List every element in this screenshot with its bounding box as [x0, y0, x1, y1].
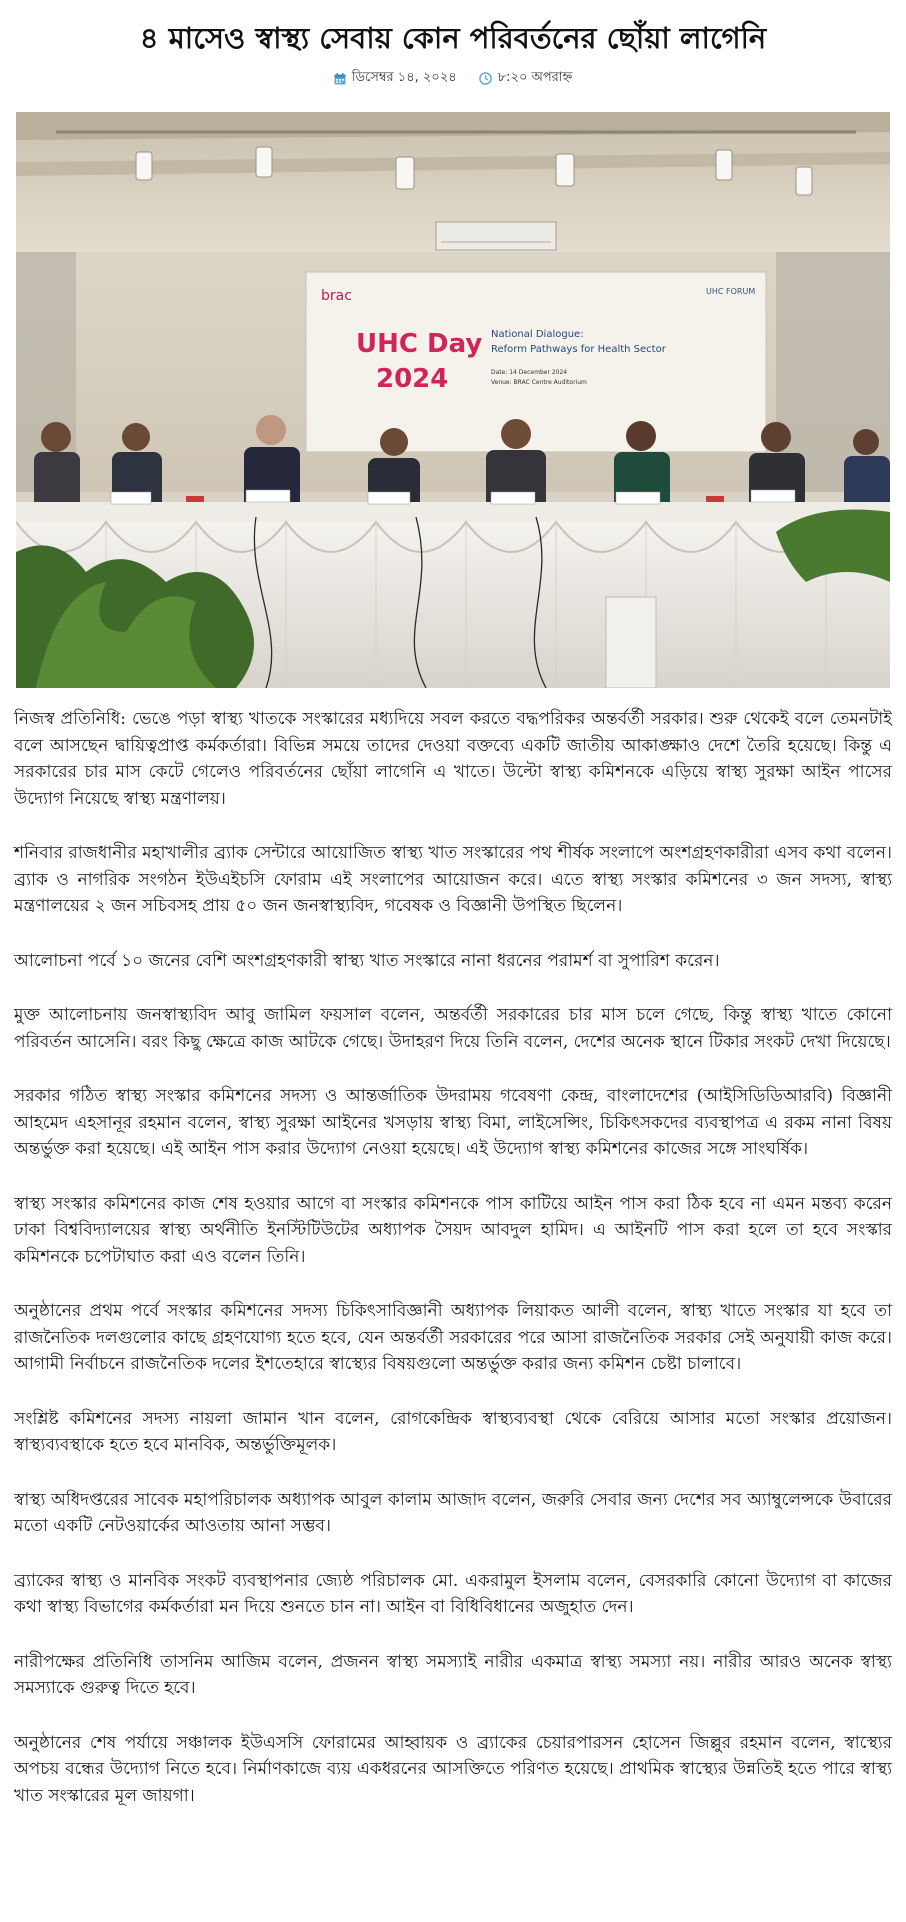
- paragraph-2: শনিবার রাজধানীর মহাখালীর ব্র্যাক সেন্টারে আয়োজিত স্বাস্থ্য খাত সংস্কারের পথ শীর্ষক সংলাপে অংশগ্রহণকারীরা এসব কথা বলেন। ব্র্যাক ও নাগরিক সংগঠন ইউএইচসি ফোরাম এই সংলাপের আয়োজন করে। এতে স্বাস্থ্য সংস্কার কমিশনের ৩ জন সদস্য, স্বাস্থ্য মন্ত্রণালয়ের ২ জন সচিবসহ প্রায় ৫০ জন জনস্বাস্থ্যবিদ, গবেষক ও বিজ্ঞানী উপস্থিত ছিলেন।: [14, 843, 892, 916]
- paragraph-6: স্বাস্থ্য সংস্কার কমিশনের কাজ শেষ হওয়ার আগে বা সংস্কার কমিশনকে পাস কাটিয়ে আইন পাস করা ঠিক হবে না এমন মন্তব্য করেন ঢাকা বিশ্ববিদ্যালয়ের স্বাস্থ্য অর্থনীতি ইনস্টিটিউটের অধ্যাপক সৈয়দ আবদুল হামিদ। এ আইনটি পাস করা হলে তা হবে সংস্কার কমিশনকে চপেটাঘাত করা এও বলেন তিনি।: [14, 1193, 892, 1267]
- banner-sub-2: Reform Pathways for Health Sector: [491, 344, 666, 355]
- paragraph-4: মুক্ত আলোচনায় জনস্বাস্থ্যবিদ আবু জামিল ফয়সাল বলেন, অন্তর্বর্তী সরকারের চার মাস চলে গেছে, কিন্তু স্বাস্থ্য খাতে কোনো পরিবর্তন আসেনি। বরং কিছু ক্ষেত্রে কাজ আটকে গেছে। উদাহরণ দিয়ে তিনি বলেন, দেশের অনেক স্থানে টিকার সংকট দেখা দিয়েছে।: [14, 1005, 892, 1052]
- banner-venue: Venue: BRAC Centre Auditorium: [491, 379, 587, 386]
- paragraph-10: ব্র্যাকের স্বাস্থ্য ও মানবিক সংকট ব্যবস্থাপনার জ্যেষ্ঠ পরিচালক মো. একরামুল ইসলাম বলেন, বেসরকারি কোনো উদ্যোগ বা কাজের কথা স্বাস্থ্য বিভাগের কর্মকর্তারা মন দিয়ে শুনতে চান না। আইন বা বিধিবিধানের অজুহাত দেন।: [14, 1570, 892, 1617]
- banner-sub-1: National Dialogue:: [491, 329, 584, 340]
- paragraph-1: নিজস্ব প্রতিনিধি: ভেঙে পড়া স্বাস্থ্য খাতকে সংস্কারের মধ্যদিয়ে সবল করতে বদ্ধপরিকর অন্তর্বর্তী সরকার। শুরু থেকেই বলে তেমনটাই বলে আসছেন দ্বায়িত্বপ্রাপ্ত কর্মকর্তারা। বিভিন্ন সময়ে তাদের দেওয়া বক্তব্যে একটি জাতীয় আকাঙ্ক্ষাও দেশে তৈরি হয়েছে। কিন্তু এ সরকারের চার মাস কেটে গেলেও পরিবর্তনের ছোঁয়া লাগেনি এ খাতে। উল্টো স্বাস্থ্য কমিশনকে এড়িয়ে স্বাস্থ্য সুরক্ষা আইন পাসের উদ্যোগ নিয়েছে স্বাস্থ্য মন্ত্রণালয়।: [14, 709, 892, 809]
- paragraph-3: আলোচনা পর্বে ১০ জনের বেশি অংশগ্রহণকারী স্বাস্থ্য খাত সংস্কারে নানা ধরনের পরামর্শ বা সুপারিশ করেন।: [14, 950, 720, 971]
- article-date: ডিসেম্বর ১৪, ২০২৪: [351, 70, 457, 85]
- banner-title-2: 2024: [376, 364, 449, 394]
- calendar-icon: [334, 73, 346, 85]
- article-title: ৪ মাসেও স্বাস্থ্য সেবায় কোন পরিবর্তনের ছোঁয়া লাগেনি: [139, 21, 767, 55]
- paragraph-12: অনুষ্ঠানের শেষ পর্যায়ে সঞ্চালক ইউএসসি ফোরামের আহ্বায়ক ও ব্র্যাকের চেয়ারপারসন হোসেন জিল্লুর রহমান বলেন, স্বাস্থ্যের অপচয় বন্ধের উদ্যোগ নিতে হবে। নির্মাণকাজে ব্যয় একধরনের আসক্তিতে পরিণত হয়েছে। প্রাথমিক স্বাস্থ্যের উন্নতিই হতে পারে স্বাস্থ্য খাত সংস্কারের মূল জায়গা।: [14, 1732, 892, 1806]
- paragraph-9: স্বাস্থ্য অধিদপ্তরের সাবেক মহাপরিচালক অধ্যাপক আবুল কালাম আজাদ বলেন, জরুরি সেবার জন্য দেশের সব অ্যাম্বুলেন্সকে উবারের মতো একটি নেটওয়ার্কের আওতায় আনা সম্ভব।: [14, 1489, 892, 1536]
- banner-forum: UHC FORUM: [706, 287, 756, 296]
- article-body: [14, 706, 892, 1837]
- paragraph-5: সরকার গঠিত স্বাস্থ্য সংস্কার কমিশনের সদস্য ও আন্তর্জাতিক উদরাময় গবেষণা কেন্দ্র, বাংলাদেশের (আইসিডিডিআরবি) বিজ্ঞানী আহমেদ এহসানূর রহমান বলেন, স্বাস্থ্য সুরক্ষা আইনের খসড়ায় স্বাস্থ্য বিমা, লাইসেন্সিং, চিকিৎসকদের ব্যবস্থাপত্র এ রকম নানা বিষয় অন্তর্ভুক্ত করা হয়েছে। এই আইন পাস করার উদ্যোগ নেওয়া হয়েছে। এই উদ্যোগ স্বাস্থ্য কমিশনের কাজের সঙ্গে সাংঘর্ষিক।: [14, 1086, 892, 1159]
- banner-title-1: UHC Day: [356, 329, 483, 359]
- time-meta: [479, 68, 573, 89]
- date-meta: [334, 68, 457, 89]
- banner-brand: brac: [321, 288, 352, 304]
- article-meta: [0, 68, 906, 89]
- paragraph-8: সংশ্লিষ্ট কমিশনের সদস্য নায়লা জামান খান বলেন, রোগকেন্দ্রিক স্বাস্থ্যব্যবস্থা থেকে বেরিয়ে আসার মতো সংস্কার প্রয়োজন। স্বাস্থ্যব্যবস্থাকে হতে হবে মানবিক, অন্তর্ভুক্তিমূলক।: [14, 1408, 892, 1455]
- paragraph-11: নারীপক্ষের প্রতিনিধি তাসনিম আজিম বলেন, প্রজনন স্বাস্থ্য সমস্যাই নারীর একমাত্র স্বাস্থ্য সমস্যা নয়। নারীর আরও অনেক স্বাস্থ্য সমস্যাকে গুরুত্ব দিতে হবে।: [14, 1651, 892, 1698]
- article-photo: [16, 112, 890, 688]
- banner-date: Date: 14 December 2024: [491, 369, 568, 376]
- article-time: ৮:২০ অপরাহ্ন: [497, 70, 573, 85]
- clock-icon: [479, 72, 492, 85]
- paragraph-7: অনুষ্ঠানের প্রথম পর্বে সংস্কার কমিশনের সদস্য চিকিৎসাবিজ্ঞানী অধ্যাপক লিয়াকত আলী বলেন, স্বাস্থ্য খাতে সংস্কার যা হবে তা রাজনৈতিক দলগুলোর কাছে গ্রহণযোগ্য হতে হবে, যেন অন্তর্বর্তী সরকারের পরে আসা রাজনৈতিক সরকার সেই অনুযায়ী কাজ করে। আগামী নির্বাচনে রাজনৈতিক দলের ইশতেহারে স্বাস্থ্যের বিষয়গুলো অন্তর্ভুক্ত করার জন্য কমিশন চেষ্টা চালাবে।: [14, 1301, 892, 1374]
